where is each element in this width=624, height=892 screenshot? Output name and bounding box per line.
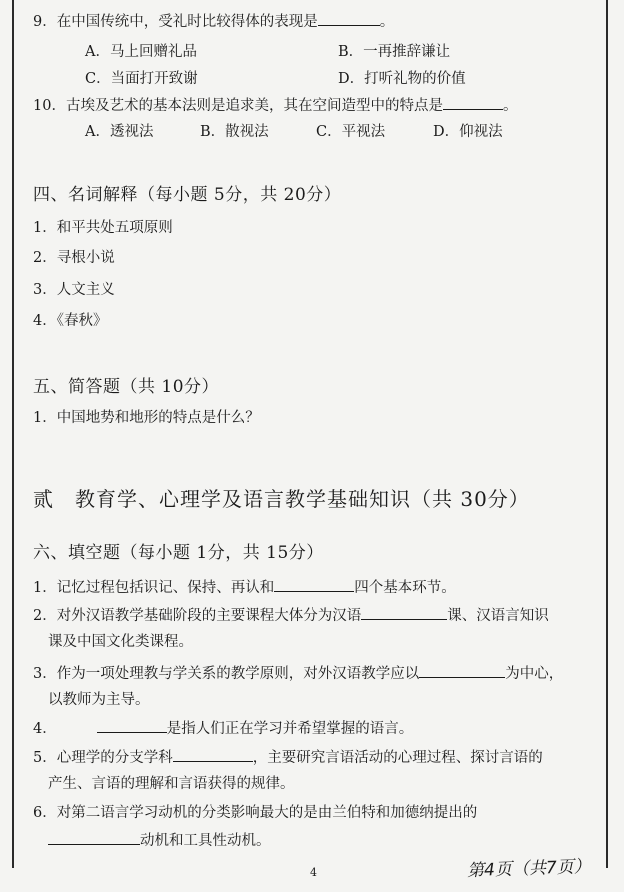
question-9-option-d: D．打听礼物的价值 [338, 71, 466, 87]
section-4-item-3: 3．人文主义 [33, 282, 115, 298]
question-10-option-c: C．平视法 [316, 124, 386, 140]
answer-blank [274, 577, 354, 592]
part-2-title: 贰 教育学、心理学及语言教学基础知识（共 30分） [33, 487, 530, 511]
answer-blank [443, 95, 503, 110]
section-6-question-2-cont: 课及中国文化类课程。 [48, 634, 193, 650]
question-10-option-a: A．透视法 [85, 124, 154, 140]
question-10-option-b: B．散视法 [200, 124, 269, 140]
section-6-question-3-cont: 以教师为主导。 [48, 692, 150, 708]
section-6-title: 六、填空题（每小题 1分，共 15分） [33, 543, 324, 563]
answer-blank [97, 718, 167, 733]
section-6-question-5-cont: 产生、言语的理解和言语获得的规律。 [48, 776, 295, 792]
question-10-stem: 10．古埃及艺术的基本法则是追求美，其在空间造型中的特点是 [33, 98, 443, 114]
section-4-item-4: 4．《春秋》 [33, 313, 108, 329]
section-6-question-2: 2．对外汉语教学基础阶段的主要课程大体分为汉语 课、汉语言知识 [33, 604, 549, 625]
section-6-question-1: 1．记忆过程包括识记、保持、再认和 四个基本环节。 [33, 576, 456, 597]
section-5-item-1: 1．中国地势和地形的特点是什么？ [33, 410, 260, 426]
answer-blank [361, 605, 447, 620]
section-6-question-5: 5．心理学的分支学科 ，主要研究言语活动的心理过程、探讨言语的 [33, 746, 543, 767]
section-4-item-2: 2．寻根小说 [33, 250, 115, 266]
section-6-question-6-cont: 动机和工具性动机。 [48, 829, 271, 850]
section-4-item-1: 1．和平共处五项原则 [33, 220, 173, 236]
page-border-left [12, 0, 14, 868]
answer-blank [419, 663, 505, 678]
section-5-title: 五、简答题（共 10分） [33, 377, 220, 397]
answer-blank [173, 747, 253, 762]
question-9-option-b: B．一再推辞谦让 [338, 44, 451, 60]
page-number: 4 [310, 866, 317, 879]
question-9-option-a: A．马上回赠礼品 [85, 44, 197, 60]
section-6-question-4: 4． 是指人们正在学习并希望掌握的语言。 [33, 717, 413, 738]
section-6-question-6: 6．对第二语言学习动机的分类影响最大的是由兰伯特和加德纳提出的 [33, 805, 478, 821]
section-6-question-3: 3．作为一项处理教与学关系的教学原则，对外汉语教学应以 为中心， [33, 662, 563, 683]
answer-blank [48, 830, 140, 845]
question-9-stem: 9．在中国传统中，受礼时比较得体的表现是 [33, 14, 318, 30]
question-9: 9．在中国传统中，受礼时比较得体的表现是 。 [33, 10, 394, 31]
answer-blank [318, 11, 380, 26]
question-10: 10．古埃及艺术的基本法则是追求美，其在空间造型中的特点是 。 [33, 94, 517, 115]
question-10-option-d: D．仰视法 [433, 124, 503, 140]
question-9-option-c: C．当面打开致谢 [85, 71, 198, 87]
page-border-right [606, 0, 608, 868]
handwritten-page-note: 第4页（共7页） [466, 856, 592, 882]
section-4-title: 四、名词解释（每小题 5分，共 20分） [33, 185, 342, 205]
